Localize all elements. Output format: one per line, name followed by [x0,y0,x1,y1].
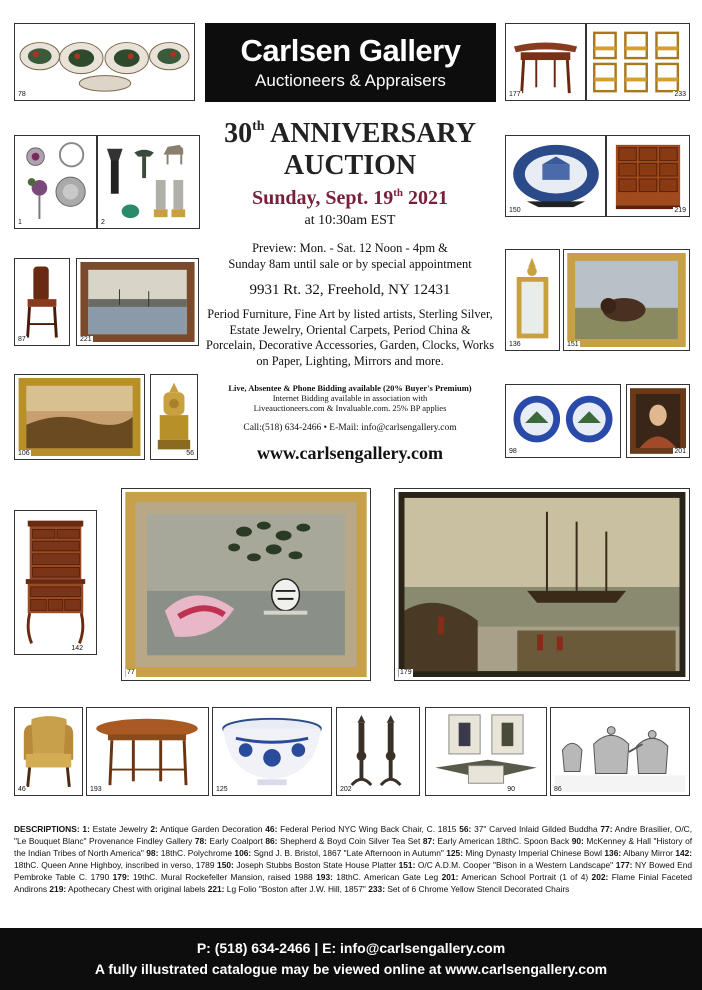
lot-142-image[interactable] [14,510,97,655]
description-text: Estate Jewelry [92,824,148,834]
description-text: 18thC. Polychrome [160,848,233,858]
lot-number: 90 [507,786,515,793]
description-item [459,824,600,834]
preview-info: Preview: Mon. - Sat. 12 Noon - 4pm & Sunday 8am until sale or by special appointment [228,241,472,271]
lot-78-image[interactable] [14,23,195,101]
lot-136-image[interactable] [505,249,560,351]
lot-number: 201 [674,448,686,455]
gallery-header [205,23,496,102]
description-text: Early American 18thC. Spoon Back [437,836,570,846]
description-lot-number: 136: [604,848,622,858]
description-item [423,836,572,846]
lot-87-image[interactable] [14,258,70,346]
website-link[interactable]: www.carlsengallery.com [257,443,443,463]
description-lot-number: 90: [571,836,584,846]
lot-number: 106 [18,450,30,457]
lot-221-image[interactable] [76,258,199,346]
lot-number: 177 [509,91,521,98]
description-lot-number: 142: [675,848,693,858]
description-lot-number: 87: [422,836,435,846]
lot-202-image[interactable] [336,707,420,796]
description-lot-number: 233: [368,884,385,894]
lot-201-image[interactable] [626,384,690,458]
description-item [217,860,399,870]
description-text: 37" Carved Inlaid Gilded Buddha [474,824,598,834]
description-text: Antique Garden Decoration [160,824,263,834]
description-item [150,824,265,834]
lot-number: 151 [567,341,579,348]
descriptions-heading: DESCRIPTIONS: [14,824,80,834]
description-text: Sgnd J. B. Bristol, 1867 "Late Afternoon in Autumn" [253,848,444,858]
lot-number: 219 [674,207,686,214]
description-item [316,872,441,882]
description-lot-number: 201: [441,872,459,882]
lot-number: 125 [216,786,228,793]
description-lot-number: 78: [194,836,207,846]
description-lot-number: 221: [207,884,225,894]
description-item [399,860,616,870]
description-item [146,848,234,858]
lot-number: 98 [509,448,517,455]
description-item [113,872,316,882]
lot-number: 78 [18,91,26,98]
description-lot-number: 98: [146,848,159,858]
lot-56-image[interactable] [150,374,198,460]
lot-2-image[interactable] [97,135,200,229]
description-lot-number: 150: [217,860,234,870]
description-lot-number: 86: [265,836,278,846]
lot-150-image[interactable] [505,135,606,217]
description-lot-number: 219: [49,884,67,894]
description-text: American School Portrait (1 of 4) [461,872,589,882]
description-text: Set of 6 Chrome Yellow Stencil Decorated Chairs [387,884,570,894]
lot-46-image[interactable] [14,707,83,796]
description-lot-number: 177: [615,860,633,870]
auction-title-line2: AUCTION [283,150,417,181]
description-text: Andre Brasilier, O/C, "Le Bouquet Blanc" Provenance Findley Gallery [14,824,693,846]
description-item [265,836,423,846]
lot-90-image[interactable] [425,707,547,796]
description-item [82,824,150,834]
description-text: McKenney & Hall "History of the Indian Tribes of North America" [14,836,693,858]
description-text: 19thC. Mural Rockefeller Mansion, raised 1988 [132,872,313,882]
description-item [442,872,592,882]
lot-86-image[interactable] [550,707,690,796]
description-text: Early Coalport [209,836,263,846]
lot-number: 142 [71,645,83,652]
description-lot-number: 193: [316,872,333,882]
lot-number: 46 [18,786,26,793]
description-lot-number: 202: [591,872,609,882]
lot-179-image[interactable] [394,488,690,681]
description-lot-number: 56: [459,824,472,834]
lot-number: 136 [509,341,521,348]
description-item [208,884,369,894]
lot-number: 202 [340,786,352,793]
description-item [604,848,675,858]
description-text: Apothecary Chest with original labels [68,884,206,894]
description-text: Ming Dynasty Imperial Chinese Bowl [465,848,602,858]
lot-number: 86 [554,786,562,793]
description-text: Joseph Stubbs Boston State House Platter [236,860,397,870]
description-lot-number: 1: [82,824,90,834]
bidding-info: Live, Absentee & Phone Bidding available (20% Buyer's Premium) Internet Bidding available in association with Liveauctioneers.com & Invaluable.com. 25% BP applies [228,383,472,413]
description-text: Flame Finial Faceted Andirons [14,872,693,894]
footer-catalogue-note: A fully illustrated catalogue may be viewed online at www.carlsengallery.com [94,961,608,977]
lot-233-image[interactable] [586,23,690,101]
description-text: Federal Period NYC Wing Back Chair, C. 1815 [280,824,457,834]
lot-177-image[interactable] [505,23,586,101]
description-text: Shepherd & Boyd Coin Silver Tea Set [280,836,421,846]
lot-1-image[interactable] [14,135,97,229]
lot-number: 1 [18,219,22,226]
lot-77-image[interactable] [121,488,371,681]
auction-date: Sunday, Sept. 19th 2021 [252,187,448,209]
lot-number: 221 [80,336,92,343]
footer-contact: P: (518) 634-2466 | E: info@carlsengallery.com [196,940,506,956]
lot-106-image[interactable] [14,374,145,460]
auction-time: at 10:30am EST [304,213,396,228]
description-item [265,824,459,834]
lot-number: 2 [101,219,105,226]
description-lot-number: 2: [150,824,158,834]
description-lot-number: 179: [112,872,130,882]
gallery-address: 9931 Rt. 32, Freehold, NY 12431 [249,282,451,298]
description-item [234,848,446,858]
lot-number: 179 [400,669,412,676]
lot-219-image[interactable] [606,135,690,217]
description-lot-number: 77: [600,824,613,834]
auction-title: 30th ANNIVERSARY [224,118,476,149]
gallery-subtitle: Auctioneers & Appraisers [255,71,446,90]
lot-number: 150 [509,207,521,214]
lot-193-image[interactable] [86,707,209,796]
lot-98-image[interactable] [505,384,621,458]
lot-number: 233 [674,91,686,98]
description-item [368,884,569,894]
lot-151-image[interactable] [563,249,690,351]
gallery-name: Carlsen Gallery [240,33,461,68]
description-lot-number: 125: [446,848,463,858]
description-lot-number: 106: [234,848,252,858]
lot-125-image[interactable] [212,707,332,796]
lot-number: 193 [90,786,102,793]
description-text: Lg Folio "Boston after J.W. Hill, 1857" [226,884,366,894]
footer-bar [0,928,702,990]
lot-number: 87 [18,336,26,343]
descriptions-block [14,823,692,895]
description-lot-number: 46: [265,824,278,834]
description-text: 18thC. Queen Anne Highboy, inscribed in verso, 1789 [14,860,215,870]
lot-number: 56 [186,450,194,457]
description-text: O/C A.D.M. Cooper "Bison in a Western Landscape" [417,860,614,870]
description-text: Albany Mirror [623,848,673,858]
categories-text: Period Furniture, Fine Art by listed artists, Sterling Silver, Estate Jewelry, Oriental Carpets, Period China & Porcelain, Decorative Accessories, Garden, Clocks, Works on Paper, Lighting, Mirrors and more. [205,307,494,368]
description-text: NY Bowed End Pembroke Table C. 1790 [14,860,693,882]
lot-number: 77 [127,669,135,676]
contact-line: Call:(518) 634-2466 • E-Mail: info@carlsengallery.com [243,423,457,433]
description-item [446,848,604,858]
description-lot-number: 151: [398,860,416,870]
description-text: 18thC. American Gate Leg [336,872,439,882]
description-item [49,884,207,894]
description-item [195,836,265,846]
